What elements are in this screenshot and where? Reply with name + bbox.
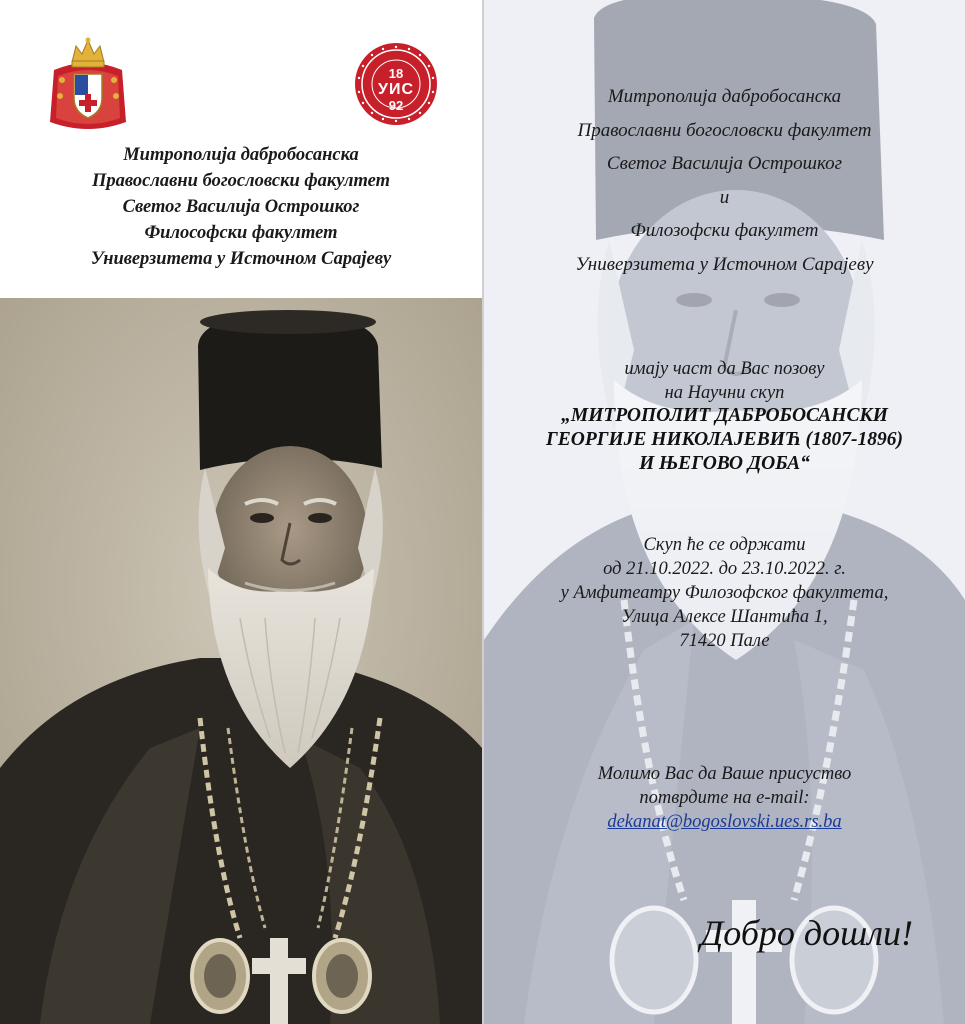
organizer-line: Светог Василија Острошког (606, 153, 843, 174)
organizer-line: Митрополија дабробосанска (607, 86, 842, 107)
event-city: 71420 Пале (679, 631, 770, 651)
portrait-illustration (0, 298, 482, 1024)
event-detail-line: Скуп ће се одржати (643, 535, 806, 555)
organizers-block (484, 80, 965, 281)
coat-of-arms-icon (48, 36, 128, 136)
left-header-line: Светог Василија Острошког (122, 197, 360, 217)
seal-year-right: 92 (388, 98, 404, 113)
conference-title-line: ГЕОРГИЈЕ НИКОЛАЈЕВИЋ (1807-1896) (545, 429, 904, 450)
metropolitan-portrait (0, 298, 482, 1024)
conference-title (484, 404, 965, 476)
invitation-line: на Научни скуп (664, 383, 785, 403)
rsvp-block (484, 762, 965, 834)
welcome-message: Добро дошли! (700, 913, 913, 953)
organizer-line: Филозофски факултет (630, 220, 819, 241)
left-institution-header (0, 142, 482, 272)
invitation-block (484, 357, 965, 405)
conference-title-line: „МИТРОПОЛИТ ДАБРОБОСАНСКИ (561, 405, 888, 426)
seal-year-left: 18 (388, 66, 404, 81)
seal-abbreviation: УИС (377, 81, 414, 98)
organizer-line: Универзитета у Источном Сарајеву (575, 253, 874, 275)
invitation-line: имају част да Вас позову (624, 359, 825, 379)
left-header-line: Митрополија дабробосанска (123, 145, 359, 165)
rsvp-email-link[interactable]: dekanat@bogoslovski.ues.rs.ba (607, 812, 842, 832)
event-dates: од 21.10.2022. до 23.10.2022. г. (603, 559, 846, 579)
left-header-line: Философски факултет (144, 223, 338, 243)
seal-lettering (354, 66, 438, 114)
left-header-line: Православни богословски факултет (92, 171, 390, 191)
organizer-line: Православни богословски факултет (577, 119, 872, 141)
conference-title-line: И ЊЕГОВО ДОБА“ (639, 453, 810, 474)
left-header-line: Универзитета у Источном Сарајеву (90, 249, 392, 269)
rsvp-line: Молимо Вас да Ваше присуство (597, 764, 852, 784)
right-panel (484, 0, 965, 1024)
event-details (484, 533, 965, 653)
organizer-line: и (719, 186, 730, 208)
event-street: Улица Алексе Шантића 1, (621, 607, 828, 627)
rsvp-line: потврдите на e-mail: (639, 788, 810, 808)
event-venue: у Амфитеатру Филозофског факултета, (560, 583, 889, 603)
left-panel (0, 0, 482, 1024)
